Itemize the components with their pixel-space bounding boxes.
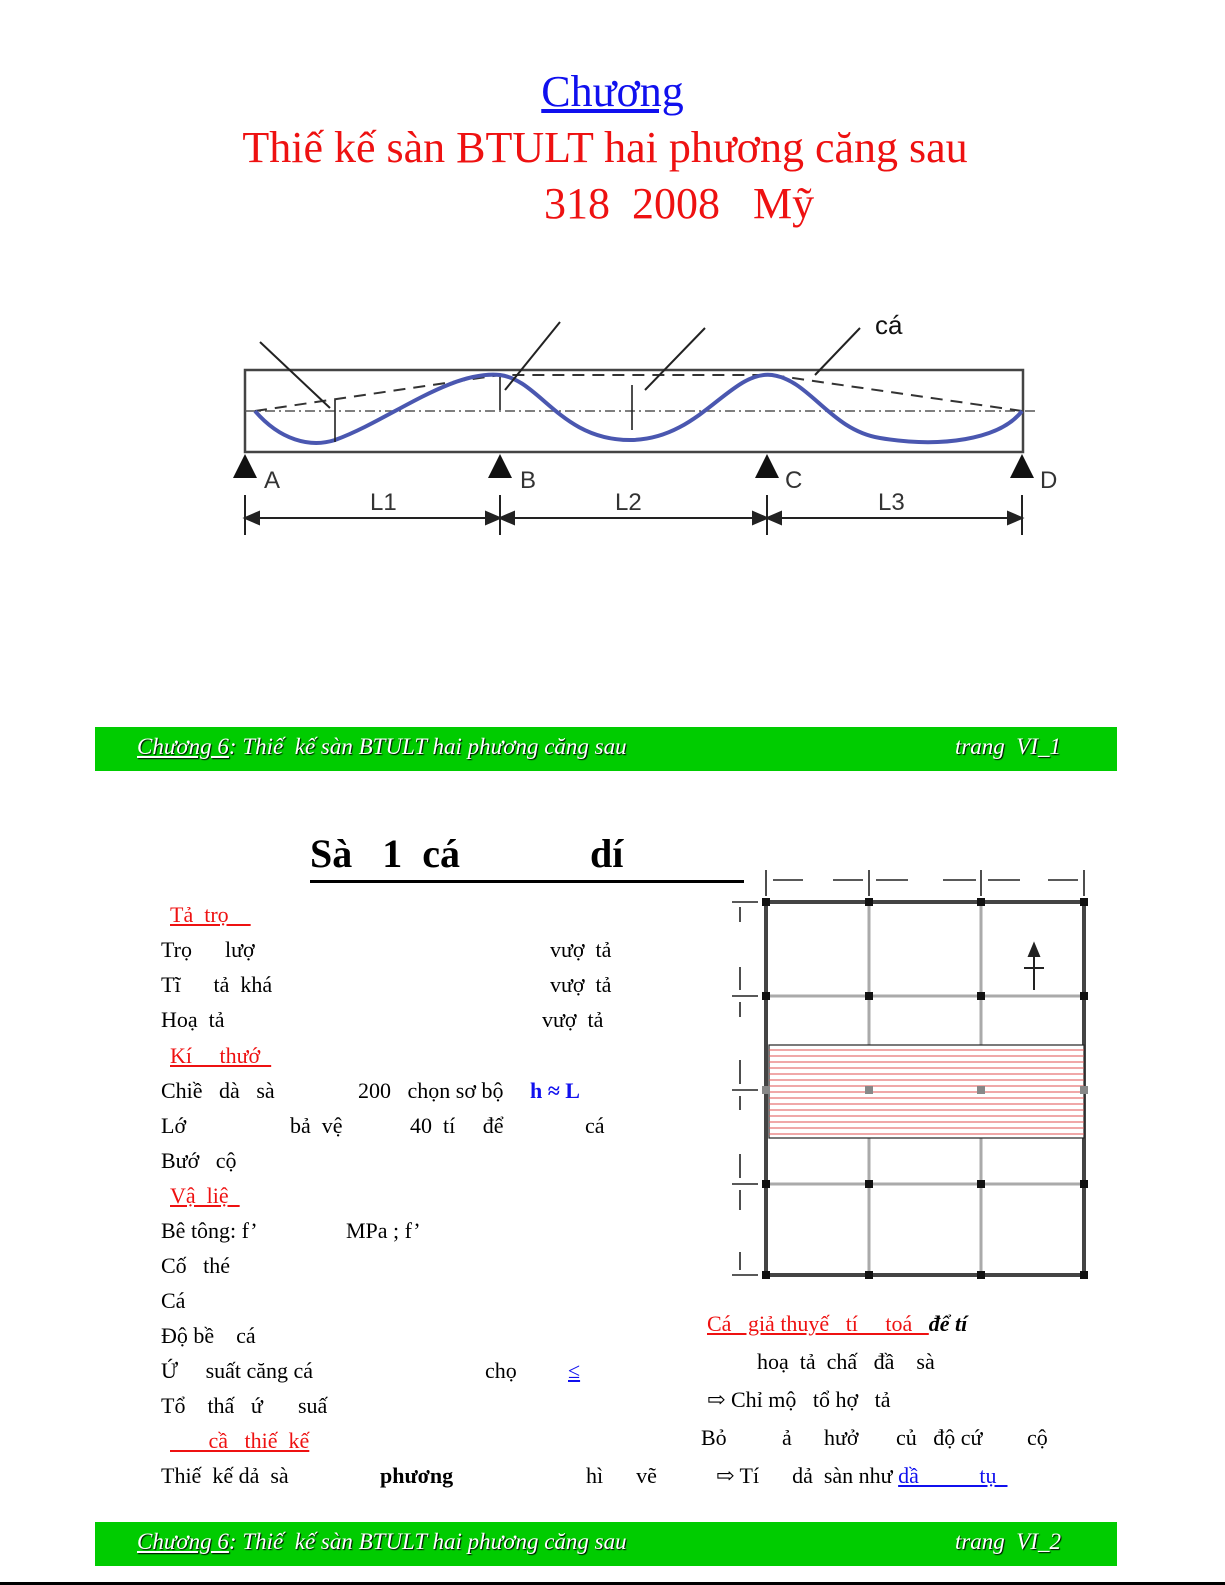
north-arrow-icon xyxy=(1024,944,1044,990)
line-design-strip: Thiế kế dả sà xyxy=(161,1463,289,1488)
section-title: Sà 1 cá dí xyxy=(310,830,744,883)
page-footer-2 xyxy=(95,1522,1117,1566)
dashed-profile xyxy=(255,375,1022,411)
line-cover-c: 40 tí để xyxy=(410,1113,504,1138)
right-line-3e: cộ xyxy=(1027,1425,1048,1450)
heading-loads: Tả trọ xyxy=(170,902,251,927)
right-line-3b: ả xyxy=(782,1425,792,1450)
support-label-b: B xyxy=(520,467,537,494)
right-line-3: Bỏ xyxy=(701,1425,727,1450)
line-design-strip-b: phương xyxy=(380,1463,454,1488)
footer-page-number: trang VI_2 xyxy=(954,1529,1061,1554)
right-line-1: hoạ tả chấ đầ sà xyxy=(757,1349,935,1374)
line-slab-thickness: Chiề dà sà xyxy=(161,1078,275,1103)
line-cover-d: cá xyxy=(585,1113,605,1138)
line-jacking-stress: Ứ suất căng cá xyxy=(161,1358,314,1383)
line-cover: Lớ xyxy=(161,1113,187,1138)
span-label-l3: L3 xyxy=(878,489,905,516)
line-live-load: Hoạ tả xyxy=(161,1007,225,1032)
right-line-3d: củ độ cứ xyxy=(896,1425,983,1450)
line-cover-b: bả vệ xyxy=(290,1113,343,1138)
arrow-right-icon: ⇨ xyxy=(716,1463,735,1488)
footer-sep: : xyxy=(228,1529,243,1554)
line-losses: Tổ thấ ứ xyxy=(161,1393,263,1418)
arrow-right-icon: ⇨ xyxy=(707,1387,726,1412)
heading-dimensions: Kí thướ xyxy=(170,1043,272,1068)
line-losses-b: suấ xyxy=(298,1393,328,1418)
plan-top-dimensions xyxy=(766,870,1084,896)
line-slab-thickness-ratio: 200 chọn sơ bộ xyxy=(358,1078,504,1103)
line-concrete-b: MPa ; f’ xyxy=(346,1218,421,1243)
line-live-load-factor: vượ tả xyxy=(542,1007,604,1032)
tendon-profile xyxy=(255,375,1022,443)
line-design-strip-c: hì vẽ xyxy=(586,1463,657,1488)
footer-sep: : xyxy=(228,734,243,759)
support-label-d: D xyxy=(1040,467,1058,494)
chapter-code-line: 318 2008 Mỹ xyxy=(544,179,815,228)
chapter-title: Chương xyxy=(541,67,684,116)
line-jacking-stress-b: chọ xyxy=(485,1358,517,1383)
line-concrete: Bê tông: f’ xyxy=(161,1218,258,1243)
heading-design-requirement: cầ thiế kế xyxy=(170,1428,310,1453)
heading-materials: Vậ liệ xyxy=(170,1183,240,1208)
continuous-beam-diagram xyxy=(160,290,1060,560)
page-footer-1 xyxy=(95,727,1117,771)
support-label-a: A xyxy=(264,467,281,494)
line-dead-load-factor: vượ tả xyxy=(550,972,612,997)
footer-title: Thiế kế sàn BTULT hai phương căng sau xyxy=(242,1529,627,1554)
supports xyxy=(233,454,1034,478)
right-line-4: ⇨ Tí dả sàn như dầ tụ xyxy=(716,1463,1008,1488)
slab-plan-diagram xyxy=(728,862,1098,1287)
formula-h-approx-l: h ≈ L xyxy=(530,1078,580,1103)
equivalent-frame-link[interactable]: dầ tụ xyxy=(898,1463,1008,1488)
label-ca: cá xyxy=(875,310,903,340)
right-line-2: ⇨ Chỉ mộ tổ hợ tả xyxy=(707,1387,891,1412)
line-tendon: Cá xyxy=(161,1288,186,1313)
span-label-l1: L1 xyxy=(370,489,397,516)
chapter-subtitle: Thiế kế sàn BTULT hai phương căng sau xyxy=(242,123,968,172)
line-column-spacing: Bướ cộ xyxy=(161,1148,237,1173)
footer-chapter: Chương 6 xyxy=(137,734,229,759)
heading-assumptions: Cá giả thuyế tí toá để tí xyxy=(707,1311,968,1336)
support-label-c: C xyxy=(785,467,803,494)
line-tendon-strength: Độ bề cá xyxy=(161,1323,256,1348)
leader-lines xyxy=(260,322,860,408)
design-strip xyxy=(769,1045,1084,1138)
plan-left-dimensions xyxy=(732,902,758,1275)
line-rebar: Cố thé xyxy=(161,1253,231,1278)
footer-chapter: Chương 6 xyxy=(137,1529,229,1554)
line-dead-load: Tĩ tả khá xyxy=(161,972,273,997)
footer-page-number: trang VI_1 xyxy=(954,734,1061,759)
footer-title: Thiế kế sàn BTULT hai phương căng sau xyxy=(242,734,627,759)
line-jacking-stress-le: ≤ xyxy=(568,1358,581,1383)
right-line-3c: hưở xyxy=(824,1425,859,1450)
line-self-weight-factor: vượ tả xyxy=(550,937,612,962)
span-label-l2: L2 xyxy=(615,489,642,516)
line-self-weight: Trọ lượ xyxy=(161,937,255,962)
